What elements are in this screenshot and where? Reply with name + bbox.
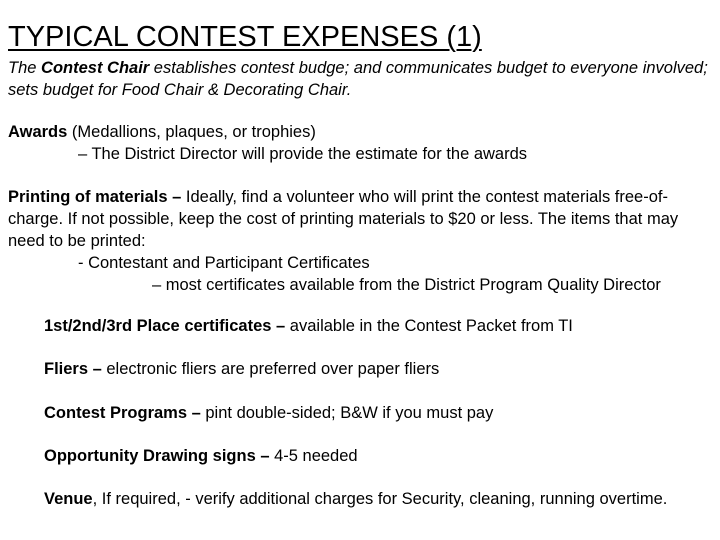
- item-text: pint double-sided; B&W if you must pay: [200, 404, 494, 422]
- printing-line: [8, 186, 713, 252]
- item-text: , If required, - verify additional charges for Security, cleaning, running overtime.: [92, 490, 668, 508]
- slide-title: TYPICAL CONTEST EXPENSES (1): [8, 21, 482, 53]
- printing-label: Printing of materials –: [8, 188, 182, 206]
- item-label: Opportunity Drawing signs –: [44, 447, 270, 465]
- printing-text: Ideally, find a volunteer who will print the contest materials free-of-charge. If not possible, keep the cost of printing materials to $20 or less. The items that may need to be printed:: [8, 188, 679, 250]
- list-item: [44, 315, 704, 337]
- item-label: Contest Programs –: [44, 404, 201, 422]
- item-label: Venue: [44, 490, 93, 508]
- printing-sub-note: – most certificates available from the District Program Quality Director: [152, 276, 661, 294]
- printing-sub-certificates: - Contestant and Participant Certificates: [78, 254, 370, 272]
- intro-paragraph: [8, 57, 713, 101]
- list-item: [44, 445, 704, 467]
- awards-section: [8, 121, 713, 165]
- intro-text-start: The: [8, 59, 42, 77]
- list-item: [44, 488, 704, 510]
- list-item: [44, 402, 704, 424]
- awards-text: (Medallions, plaques, or trophies): [67, 123, 316, 141]
- printing-section: [8, 186, 713, 296]
- item-text: 4-5 needed: [269, 447, 358, 465]
- list-item: [44, 358, 704, 380]
- item-label: 1st/2nd/3rd Place certificates –: [44, 317, 286, 335]
- intro-text-end: establishes contest budge; and communicates budget to everyone involved; sets budget for Food Chair & Decorating Chair.: [8, 59, 708, 99]
- item-text: electronic fliers are preferred over paper fliers: [101, 360, 440, 378]
- awards-line: [8, 121, 713, 143]
- awards-label: Awards: [8, 123, 68, 141]
- intro-contest-chair: Contest Chair: [41, 59, 150, 77]
- awards-detail: – The District Director will provide the estimate for the awards: [78, 145, 528, 163]
- item-label: Fliers –: [44, 360, 102, 378]
- item-text: available in the Contest Packet from TI: [285, 317, 573, 335]
